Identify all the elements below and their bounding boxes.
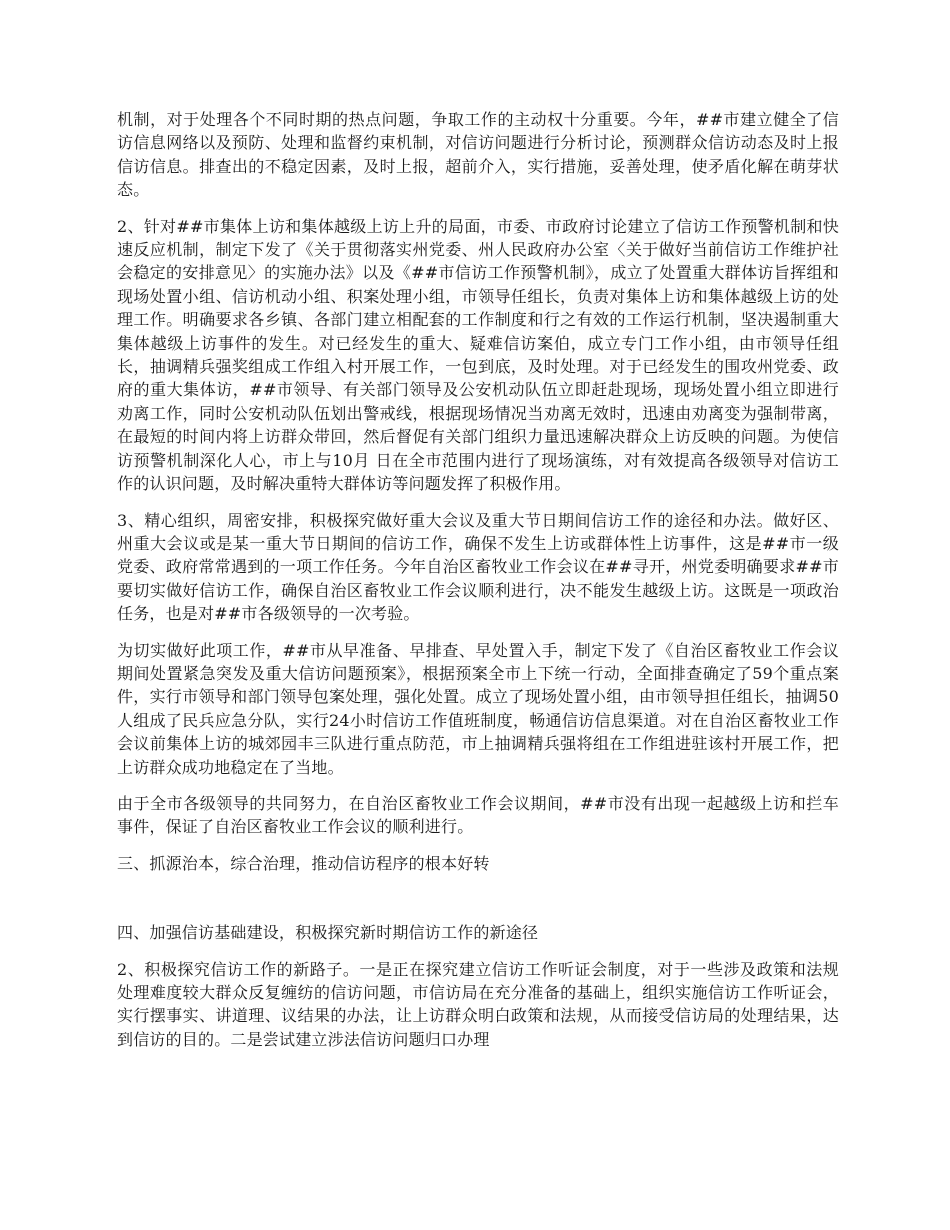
- paragraph-mechanism: 机制，对于处理各个不同时期的热点问题，争取工作的主动权十分重要。今年，##市建立健全了信访信息网络以及预防、处理和监督约束机制，对信访问题进行分析讨论，预测群众信访动态及时上报信访信息。排查出的不稳定因素，及时上报，超前介入，实行措施，妥善处理，使矛盾化解在萌芽状态。: [117, 110, 839, 200]
- paragraph-item-3-major-meetings: 3、精心组织，周密安排，积极探究做好重大会议及重大节日期间信访工作的途径和办法。做好区、州重大会议或是某一重大节日期间的信访工作，确保不发生上访或群体性上访事件，这是##市一级党委、政府常常遇到的一项工作任务。今年自治区畜牧业工作会议在##寻开，州党委明确要求##市要切实做好信访工作，确保自治区畜牧业工作会议顺利进行，决不能发生越级上访。这既是一项政治任务，也是对##市各级领导的一次考验。: [117, 510, 839, 624]
- paragraph-new-approach: 2、积极探究信访工作的新路子。一是正在探究建立信访工作听证会制度，对于一些涉及政策和法规处理难度较大群众反复缠纺的信访问题，市信访局在充分准备的基础上，组织实施信访工作听证会，实行摆事实、讲道理、议结果的办法，让上访群众明白政策和法规，从而接受信访局的处理结果，达到信访的目的。二是尝试建立涉法信访问题归口办理: [117, 959, 839, 1049]
- blank-space: [117, 888, 839, 921]
- paragraph-preparation: 为切实做好此项工作，##市从早准备、早排查、早处置入手，制定下发了《自治区畜牧业工作会议期间处置紧急突发及重大信访问题预案》，根据预案全市上下统一行动，全面排查确定了59个重点案件，实行市领导和部门领导包案处理，强化处置。成立了现场处置小组，由市领导担任组长，抽调50人组成了民兵应急分队，实行24小时信访工作值班制度，畅通信访信息渠道。对在自治区畜牧业工作会议前集体上访的城郊园丰三队进行重点防范，市上抽调精兵强将组在工作组进驻该村开展工作，把上访群众成功地稳定在了当地。: [117, 640, 839, 777]
- section-heading-4: 四、加强信访基础建设，积极探究新时期信访工作的新途径: [117, 923, 539, 943]
- paragraph-result: 由于全市各级领导的共同努力，在自治区畜牧业工作会议期间，##市没有出现一起越级上访和拦车事件，保证了自治区畜牧业工作会议的顺利进行。: [117, 793, 839, 837]
- paragraph-item-2-early-warning: 2、针对##市集体上访和集体越级上访上升的局面，市委、市政府讨论建立了信访工作预警机制和快速反应机制，制定下发了《关于贯彻落实州党委、州人民政府办公室〈关于做好当前信访工作维护社会稳定的安排意见〉的实施办法》以及《##市信访工作预警机制》，成立了处置重大群体访旨挥组和现场处置小组、信访机动小组、积案处理小组，市领导任组长，负责对集体上访和集体越级上访的处理工作。明确要求各乡镇、各部门建立相配套的工作制度和行之有效的工作运行机制，坚决遏制重大集体越级上访事件的发生。对已经发生的重大、疑难信访案伯，成立专门工作小组，由市领导任组长，抽调精兵强奖组成工作组入村开展工作，一包到底，及时处理。对于已经发生的围攻州党委、政府的重大集体访，##市领导、有关部门领导及公安机动队伍立即赶赴现场，现场处置小组立即进行劝离工作，同时公安机动队伍划出警戒线，根据现场情况当劝离无效时，迅速由劝离变为强制带离，在最短的时间内将上访群众带回，然后督促有关部门组织力量迅速解决群众上访反映的问题。为使信访预警机制深化人心，市上与10月 日在全市范围内进行了现场演练，对有效提高各级领导对信访工作的认识问题，及时解决重特大群体访等问题发挥了积极作用。: [117, 216, 839, 494]
- section-heading-3: 三、抓源治本，综合治理，推动信访程序的根本好转: [117, 853, 490, 873]
- document-body: [117, 108, 839, 1064]
